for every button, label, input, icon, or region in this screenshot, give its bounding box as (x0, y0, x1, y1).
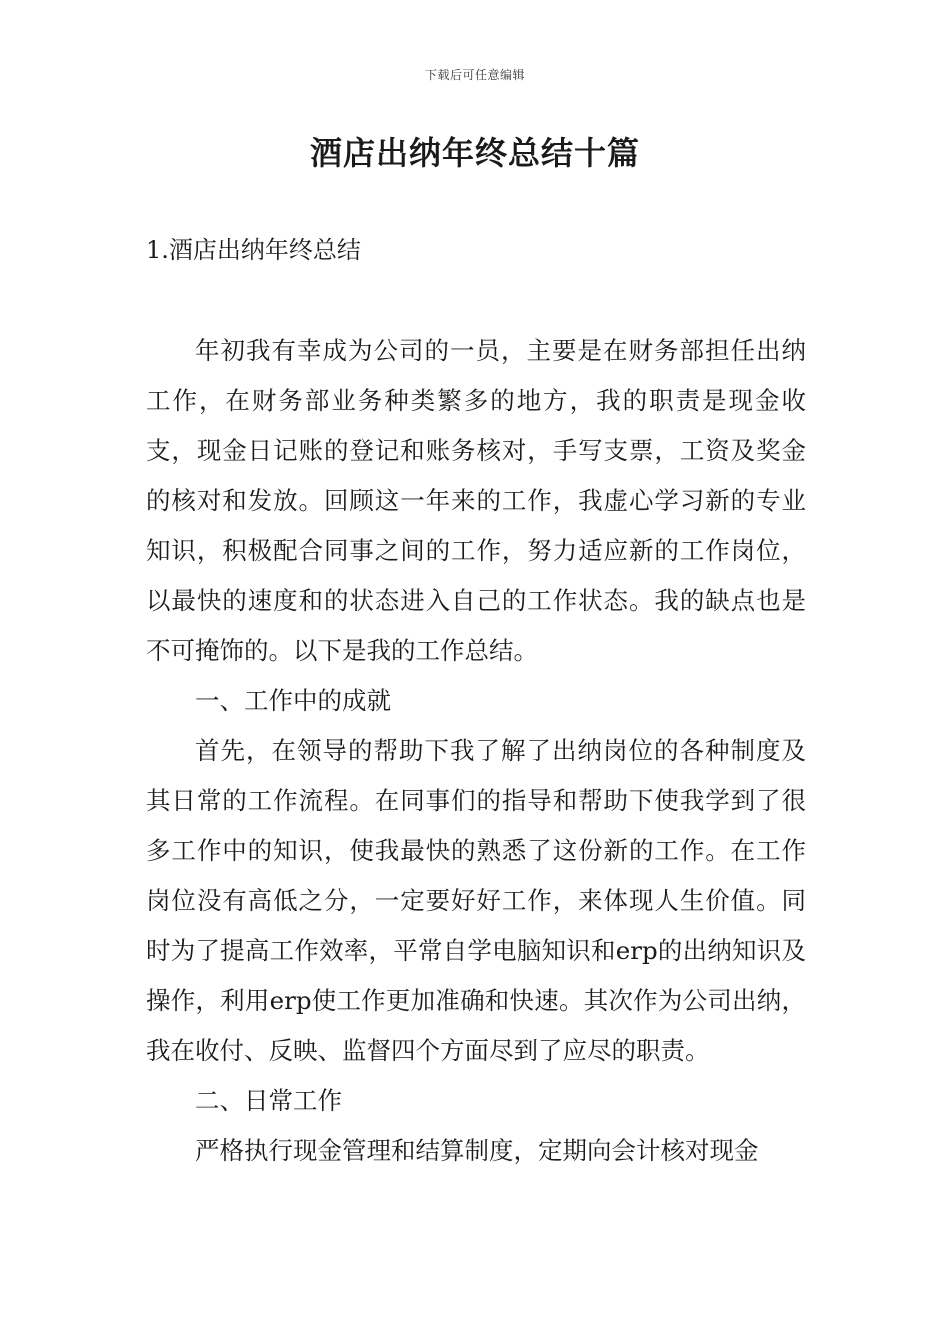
section-heading: 1.酒店出纳年终总结 (146, 236, 361, 264)
subheading-daily-work: 二、日常工作 (195, 1086, 342, 1115)
paragraph-daily-work: 严格执行现金管理和结算制度，定期向会计核对现金 (195, 1136, 759, 1165)
paragraph-intro: 年初我有幸成为公司的一员，主要是在财务部担任出纳工作，在财务部业务种类繁多的地方，我的职责是现金收支，现金日记账的登记和账务核对，手写支票，工资及奖金的核对和发放。回顾这一年来的工作，我虚心学习新的专业知识，积极配合同事之间的工作，努力适应新的工作岗位，以最快的速度和的状态进入自己的工作状态。我的缺点也是不可掩饰的。以下是我的工作总结。 (146, 336, 806, 665)
document-title: 酒店出纳年终总结十篇 (309, 134, 640, 172)
subheading-achievements: 一、工作中的成就 (195, 686, 391, 715)
header-note: 下载后可任意编辑 (424, 68, 525, 82)
document-body (146, 326, 806, 1176)
paragraph-achievements: 首先，在领导的帮助下我了解了出纳岗位的各种制度及其日常的工作流程。在同事们的指导和帮助下使我学到了很多工作中的知识，使我最快的熟悉了这份新的工作。在工作岗位没有高低之分，一定要好好工作，来体现人生价值。同时为了提高工作效率，平常自学电脑知识和erp的出纳知识及操作，利用erp使工作更加准确和快速。其次作为公司出纳，我在收付、反映、监督四个方面尽到了应尽的职责。 (146, 736, 806, 1065)
